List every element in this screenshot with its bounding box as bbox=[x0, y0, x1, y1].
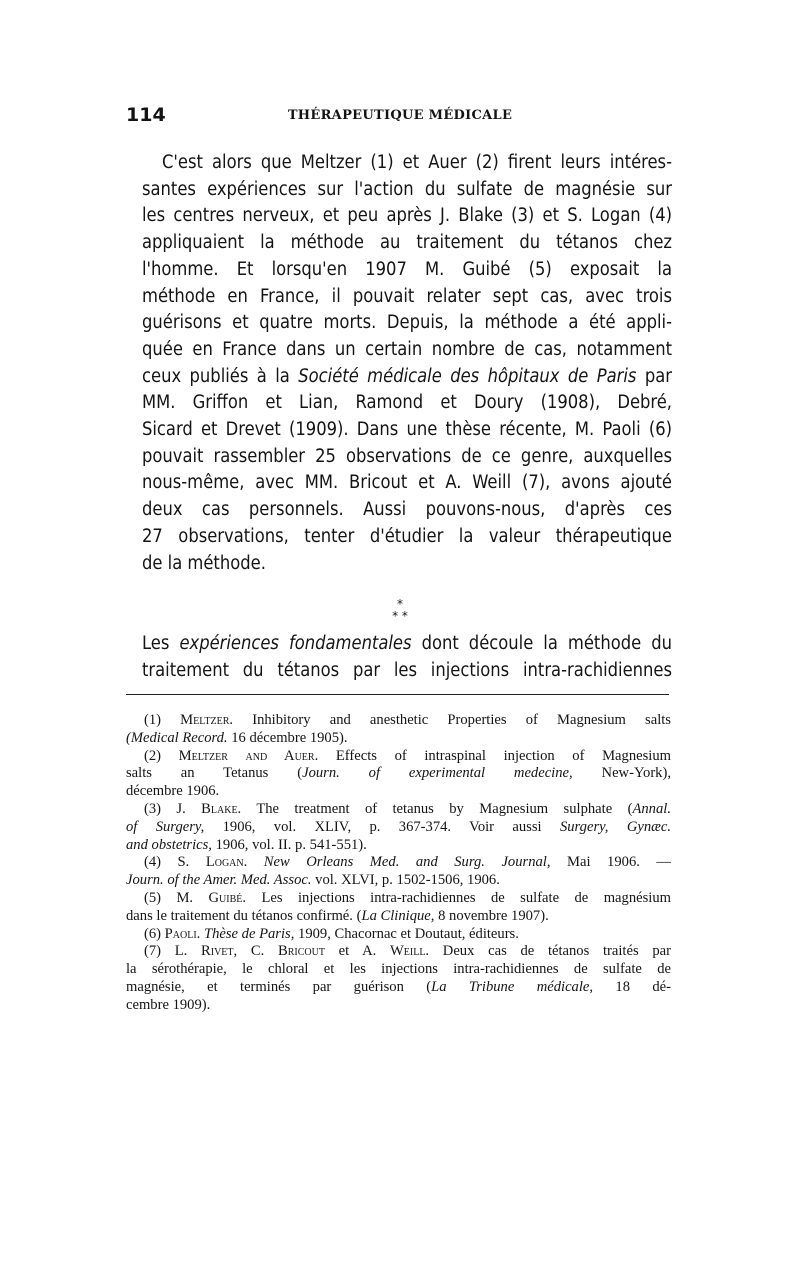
text-line: deux cas personnels. Aussi pouvons-nous, d'après ces bbox=[142, 499, 672, 521]
footnote-1 bbox=[126, 712, 671, 748]
text-line: l'homme. Et lorsqu'en 1907 M. Guibé (5) exposait la bbox=[142, 258, 672, 280]
text-segment: et A. bbox=[324, 943, 390, 960]
text-line bbox=[142, 364, 672, 391]
text-line: 27 observations, tenter d'étudier la valeur thérapeutique bbox=[142, 525, 672, 547]
main-text-2 bbox=[142, 631, 672, 684]
text-segment: Mai 1906. — bbox=[550, 854, 671, 871]
footnote-line: décembre 1906. bbox=[126, 783, 220, 800]
footnote-line bbox=[126, 748, 671, 766]
text-segment: 16 décembre 1905). bbox=[227, 729, 348, 746]
author: Guibé. bbox=[208, 889, 247, 906]
running-head: THÉRAPEUTIQUE MÉDICALE bbox=[287, 108, 513, 123]
text-segment: Les injections intra-rachidiennes de sulfate de magnésium bbox=[246, 889, 671, 906]
footnotes bbox=[126, 712, 671, 1015]
italic-source: New Orleans Med. and Surg. Journal, bbox=[247, 854, 551, 871]
footnote-4 bbox=[126, 854, 671, 890]
footnote-number: (3) J. bbox=[144, 800, 202, 817]
text-segment: New-York), bbox=[572, 765, 671, 782]
footnote-line bbox=[126, 890, 671, 908]
text-segment: par bbox=[636, 365, 672, 387]
author: Logan. bbox=[205, 854, 248, 871]
text-segment: Inhibitory and anesthetic Properties of Magnesium salts bbox=[233, 712, 671, 728]
author: Paoli. bbox=[164, 925, 201, 942]
author: Rivet, bbox=[201, 943, 238, 960]
footnote-line bbox=[126, 908, 671, 926]
text-segment: vol. XLVI, p. 1502-1506, 1906. bbox=[311, 872, 500, 889]
italic-source: Annal. bbox=[632, 800, 671, 817]
footnote-line bbox=[126, 943, 671, 961]
author: Meltzer and Auer. bbox=[178, 747, 319, 764]
text-line: quée en France dans un certain nombre de cas, notamment bbox=[142, 338, 672, 360]
italic-source: (Medical Record. bbox=[126, 729, 228, 746]
text-line: de la méthode. bbox=[142, 552, 266, 574]
footnote-line bbox=[126, 872, 671, 890]
italic-source: La Tribune médicale, bbox=[431, 978, 594, 995]
footnote-line bbox=[126, 819, 671, 837]
text-line: MM. Griffon et Lian, Ramond et Doury (1908), Debré, bbox=[142, 392, 672, 414]
text-line: traitement du tétanos par les injections intra-rachidiennes bbox=[142, 659, 672, 681]
text-segment: ceux publiés à la bbox=[142, 365, 299, 387]
main-text bbox=[142, 150, 672, 577]
footnote-line bbox=[126, 837, 671, 855]
text-line: nous-même, avec MM. Bricout et A. Weill (7), avons ajouté bbox=[142, 472, 672, 494]
paragraph-1 bbox=[142, 150, 672, 577]
text-segment: 18 dé- bbox=[593, 978, 671, 995]
footnote-line: cembre 1909). bbox=[126, 996, 211, 1013]
text-segment: The treatment of tetanus by Magnesium sulphate ( bbox=[241, 800, 633, 817]
footnote-line bbox=[126, 712, 671, 730]
text-line: appliquaient la méthode au traitement du tétanos chez bbox=[142, 232, 672, 254]
footnote-number: (7) L. bbox=[144, 943, 202, 960]
author: Bricout bbox=[277, 943, 325, 960]
text-segment: 1906, vol. II. p. 541-551). bbox=[211, 836, 367, 853]
footnote-number: (1) bbox=[144, 712, 181, 728]
footnote-line bbox=[126, 765, 671, 783]
italic-source: Journ. of experimental medecine, bbox=[302, 765, 573, 782]
footnote-2 bbox=[126, 748, 671, 801]
text-segment: C. bbox=[237, 943, 278, 960]
page-number: 114 bbox=[126, 104, 166, 126]
footnote-number: (2) bbox=[144, 747, 179, 764]
text-line: méthode en France, il pouvait relater sept cas, avec trois bbox=[142, 285, 672, 307]
footnote-3 bbox=[126, 801, 671, 854]
text-segment: 1909, Chacornac et Doutaut, éditeurs. bbox=[294, 925, 519, 942]
text-line: guérisons et quatre morts. Depuis, la méthode a été appli- bbox=[142, 312, 672, 334]
italic-source: Surgery, Gynæc. bbox=[559, 818, 671, 835]
footnote-number: (5) M. bbox=[144, 889, 209, 906]
text-segment: salts an Tetanus ( bbox=[126, 765, 303, 782]
text-segment: Les bbox=[142, 633, 180, 654]
footnote-7 bbox=[126, 943, 671, 1014]
asterism-bottom: * * bbox=[392, 609, 408, 623]
italic-source: Journ. of the Amer. Med. Assoc. bbox=[126, 872, 312, 889]
text-segment: Deux cas de tétanos traités par bbox=[429, 943, 671, 960]
text-line: les centres nerveux, et peu après J. Blake (3) et S. Logan (4) bbox=[142, 205, 672, 227]
text-segment: dont découle la méthode du bbox=[411, 633, 672, 654]
footnote-line bbox=[126, 854, 671, 872]
text-segment: 1906, vol. XLIV, p. 367-374. Voir aussi bbox=[204, 818, 560, 835]
text-line: C'est alors que Meltzer (1) et Auer (2) firent leurs intéres- bbox=[162, 152, 672, 173]
text-segment: dans le traitement du tétanos confirmé. ( bbox=[126, 907, 362, 924]
text-line: Sicard et Drevet (1909). Dans une thèse récente, M. Paoli (6) bbox=[142, 419, 672, 441]
text-line bbox=[142, 631, 672, 658]
paragraph-2 bbox=[142, 631, 672, 684]
asterism-top: * bbox=[397, 597, 403, 611]
italic-phrase: expériences fondamentales bbox=[179, 633, 412, 654]
author: Weill. bbox=[390, 943, 430, 960]
text-segment: Effects of intraspinal injection of Magnesium bbox=[318, 747, 671, 764]
footnote-line bbox=[126, 801, 671, 819]
footnote-6 bbox=[126, 926, 671, 944]
italic-source: La Clinique, bbox=[361, 907, 435, 924]
text-line: santes expériences sur l'action du sulfate de magnésie sur bbox=[142, 178, 672, 200]
footnote-rule bbox=[126, 694, 669, 695]
author: Blake. bbox=[201, 800, 242, 817]
footnote-line: la sérothérapie, le chloral et les injections intra-rachidiennes de sulfate de bbox=[126, 961, 671, 978]
text-line: pouvait rassembler 25 observations de ce genre, auxquelles bbox=[142, 445, 672, 467]
italic-source: and obstetrics, bbox=[126, 836, 212, 853]
footnote-line bbox=[126, 926, 671, 944]
footnote-number: (4) S. bbox=[144, 854, 206, 871]
author: Meltzer. bbox=[180, 712, 234, 728]
footnote-line bbox=[126, 979, 671, 997]
italic-source: of Surgery, bbox=[126, 818, 205, 835]
footnote-line bbox=[126, 730, 671, 748]
italic-source: Thèse de Paris, bbox=[200, 925, 295, 942]
footnote-number: (6) bbox=[144, 925, 165, 942]
italic-title: Société médicale des hôpitaux de Paris bbox=[298, 365, 637, 387]
footnote-5 bbox=[126, 890, 671, 926]
text-segment: 8 novembre 1907). bbox=[434, 907, 549, 924]
text-segment: magnésie, et terminés par guérison ( bbox=[126, 978, 432, 995]
page-header bbox=[126, 104, 674, 130]
